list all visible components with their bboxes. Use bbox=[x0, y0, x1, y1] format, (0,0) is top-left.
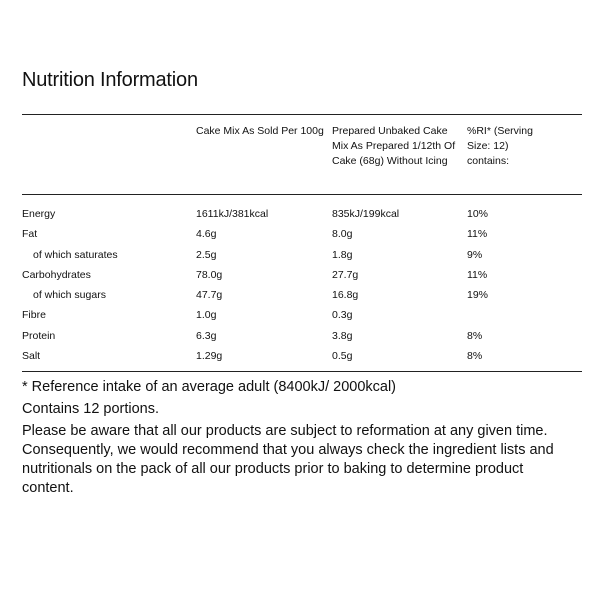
cell-prepared: 8.0g bbox=[332, 228, 353, 241]
disclaimer-text: Please be aware that all our products are subject to reformation at any given time. Consequently, we would recommend that you always check the ingredient lists and nutritionals on the pack of all our products prior to baking to determine product content. bbox=[22, 423, 554, 496]
cell-ri: 11% bbox=[467, 228, 488, 241]
cell-ri: 19% bbox=[467, 289, 489, 302]
cell-prepared: 27.7g bbox=[332, 268, 359, 281]
cell-prepared: 3.8g bbox=[332, 329, 353, 342]
row-label: Carbohydrates bbox=[22, 268, 91, 281]
reference-intake-note: * Reference intake of an average adult (8400kJ/ 2000kcal) bbox=[22, 379, 397, 395]
cell-sold: 78.0g bbox=[196, 268, 223, 281]
table-row bbox=[22, 346, 582, 366]
table-row bbox=[22, 265, 582, 285]
cell-prepared: 0.5g bbox=[332, 350, 353, 363]
cell-prepared: 0.3g bbox=[332, 309, 353, 322]
table-row bbox=[22, 326, 582, 346]
table-row bbox=[22, 285, 582, 305]
cell-prepared: 835kJ/199kcal bbox=[332, 208, 400, 220]
cell-ri: 10% bbox=[467, 208, 489, 220]
table-body bbox=[22, 195, 582, 371]
cell-ri: 8% bbox=[467, 350, 483, 363]
row-label: Fat bbox=[22, 228, 38, 241]
nutrition-table bbox=[22, 114, 582, 372]
row-label: of which saturates bbox=[33, 248, 118, 261]
cell-prepared: 1.8g bbox=[332, 248, 353, 261]
cell-sold: 1.29g bbox=[196, 350, 223, 363]
cell-sold: 2.5g bbox=[196, 248, 217, 261]
table-row bbox=[22, 224, 582, 244]
page-title: Nutrition Information bbox=[22, 69, 198, 91]
cell-ri: 11% bbox=[467, 268, 488, 281]
row-label: Salt bbox=[22, 350, 41, 363]
cell-sold: 1611kJ/381kcal bbox=[196, 208, 269, 220]
column-header-ri: %RI* (Serving Size: 12) contains: bbox=[467, 125, 533, 167]
cell-prepared: 16.8g bbox=[332, 289, 359, 302]
cell-sold: 47.7g bbox=[196, 289, 223, 302]
column-header-prepared: Prepared Unbaked Cake Mix As Prepared 1/12th Of Cake (68g) Without Icing bbox=[332, 125, 456, 167]
table-row bbox=[22, 245, 582, 265]
row-label: Protein bbox=[22, 329, 56, 342]
notes-section bbox=[22, 378, 562, 501]
table-row bbox=[22, 305, 582, 325]
row-label: Energy bbox=[22, 208, 56, 220]
column-header-sold: Cake Mix As Sold Per 100g bbox=[196, 125, 324, 137]
portions-note: Contains 12 portions. bbox=[22, 401, 160, 417]
cell-sold: 6.3g bbox=[196, 329, 217, 342]
cell-ri: 8% bbox=[467, 329, 483, 342]
cell-ri: 9% bbox=[467, 248, 483, 261]
row-label: of which sugars bbox=[33, 289, 106, 302]
row-label: Fibre bbox=[22, 309, 46, 322]
table-row bbox=[22, 204, 582, 224]
cell-sold: 4.6g bbox=[196, 228, 217, 241]
cell-sold: 1.0g bbox=[196, 309, 217, 322]
table-header bbox=[22, 115, 582, 195]
